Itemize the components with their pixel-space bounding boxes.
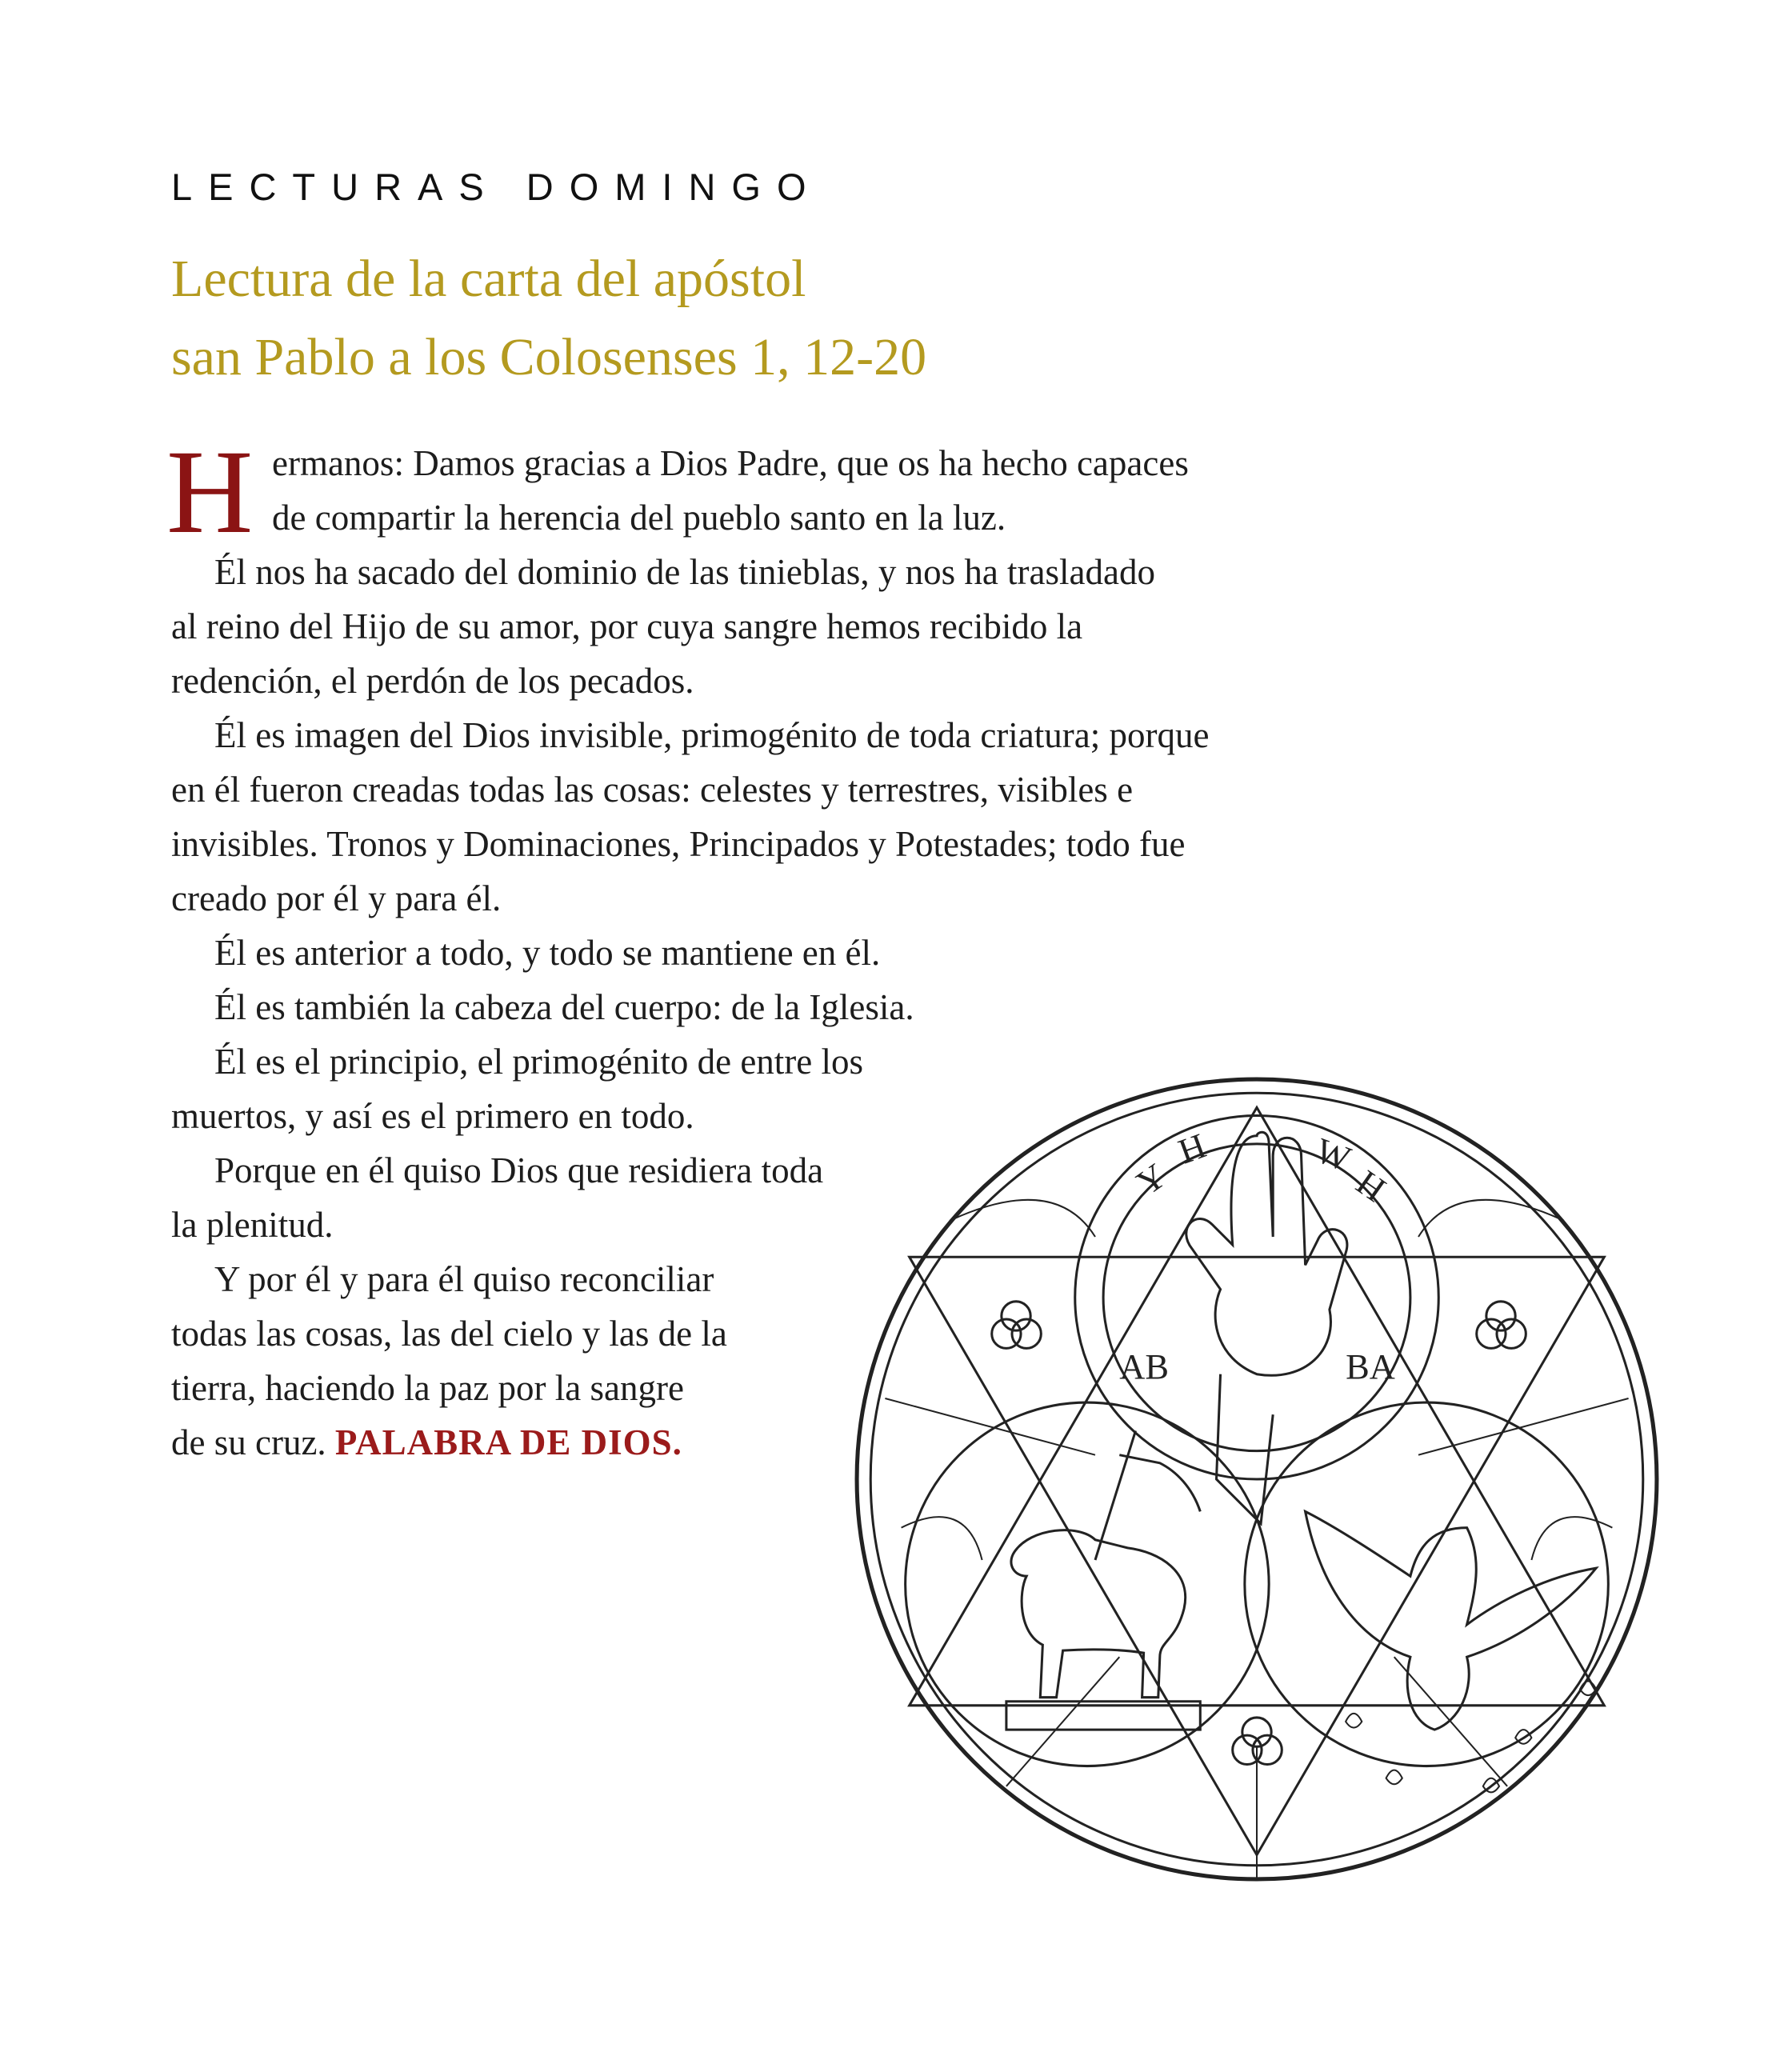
reading-line: ermanos: Damos gracias a Dios Padre, que os ha hecho capaces <box>272 443 1189 483</box>
abba-left: AB <box>1119 1346 1170 1386</box>
trefoil-left <box>992 1302 1042 1349</box>
reading-title <box>171 240 1371 397</box>
arm-sleeve <box>1217 1374 1274 1524</box>
reading-line: muertos, y así es el primero en todo. <box>171 1096 694 1136</box>
reading-line: Él nos ha sacado del dominio de las tinieblas, y nos ha trasladado <box>214 552 1155 592</box>
spirit-circle <box>1245 1402 1609 1766</box>
reading-line: Y por él y para él quiso reconciliar <box>214 1259 714 1299</box>
reading-line: Él es el principio, el primogénito de entre los <box>214 1042 864 1082</box>
reading-title-line-1: Lectura de la carta del apóstol <box>171 250 806 308</box>
reading-line: en él fueron creadas todas las cosas: celestes y terrestres, visibles e <box>171 770 1134 810</box>
letter-w: W <box>1310 1130 1356 1179</box>
letter-h: H <box>1173 1125 1211 1172</box>
reading-line: de su cruz. <box>171 1422 326 1462</box>
reading-line: de compartir la herencia del pueblo santo en la luz. <box>272 498 1006 538</box>
stained-glass-illustration <box>853 1075 1661 1883</box>
reading-line: tierra, haciendo la paz por la sangre <box>171 1368 684 1408</box>
reading-line: al reino del Hijo de su amor, por cuya sangre hemos recibido la <box>171 606 1083 646</box>
abba-right: BA <box>1346 1346 1395 1386</box>
reading-line: invisibles. Tronos y Dominaciones, Principados y Potestades; todo fue <box>171 824 1186 864</box>
reading-last-line <box>171 1415 682 1470</box>
reading-line: creado por él y para él. <box>171 878 502 918</box>
reading-title-line-2: san Pablo a los Colosenses 1, 12-20 <box>171 328 927 386</box>
banner-staff <box>1095 1430 1200 1560</box>
reading-line: Porque en él quiso Dios que residiera toda <box>214 1150 824 1190</box>
son-circle <box>906 1402 1270 1766</box>
reading-line: Él es también la cabeza del cuerpo: de la Iglesia. <box>214 987 914 1027</box>
reading-line: todas las cosas, las del cielo y las de la <box>171 1314 727 1354</box>
triangle-up <box>910 1107 1605 1705</box>
drop-cap: H <box>166 426 254 558</box>
lead-lines <box>885 1200 1628 1879</box>
trefoil-right <box>1477 1302 1526 1349</box>
flames <box>1346 1682 1596 1793</box>
trinity-medallion-icon <box>853 1075 1661 1883</box>
reading-line: Él es anterior a todo, y todo se mantiene en él. <box>214 933 881 973</box>
reading-line: redención, el perdón de los pecados. <box>171 661 694 701</box>
hebrew-letters <box>1119 1126 1395 1386</box>
letter-y: Y <box>1129 1155 1174 1203</box>
section-eyebrow: LECTURAS DOMINGO <box>171 166 822 208</box>
letter-h2: H <box>1349 1162 1394 1210</box>
reading-line: la plenitud. <box>171 1205 334 1245</box>
reading-line: Él es imagen del Dios invisible, primogénito de toda criatura; porque <box>214 715 1210 755</box>
closing-acclamation: PALABRA DE DIOS. <box>334 1422 682 1462</box>
lamb-icon <box>1011 1530 1186 1698</box>
